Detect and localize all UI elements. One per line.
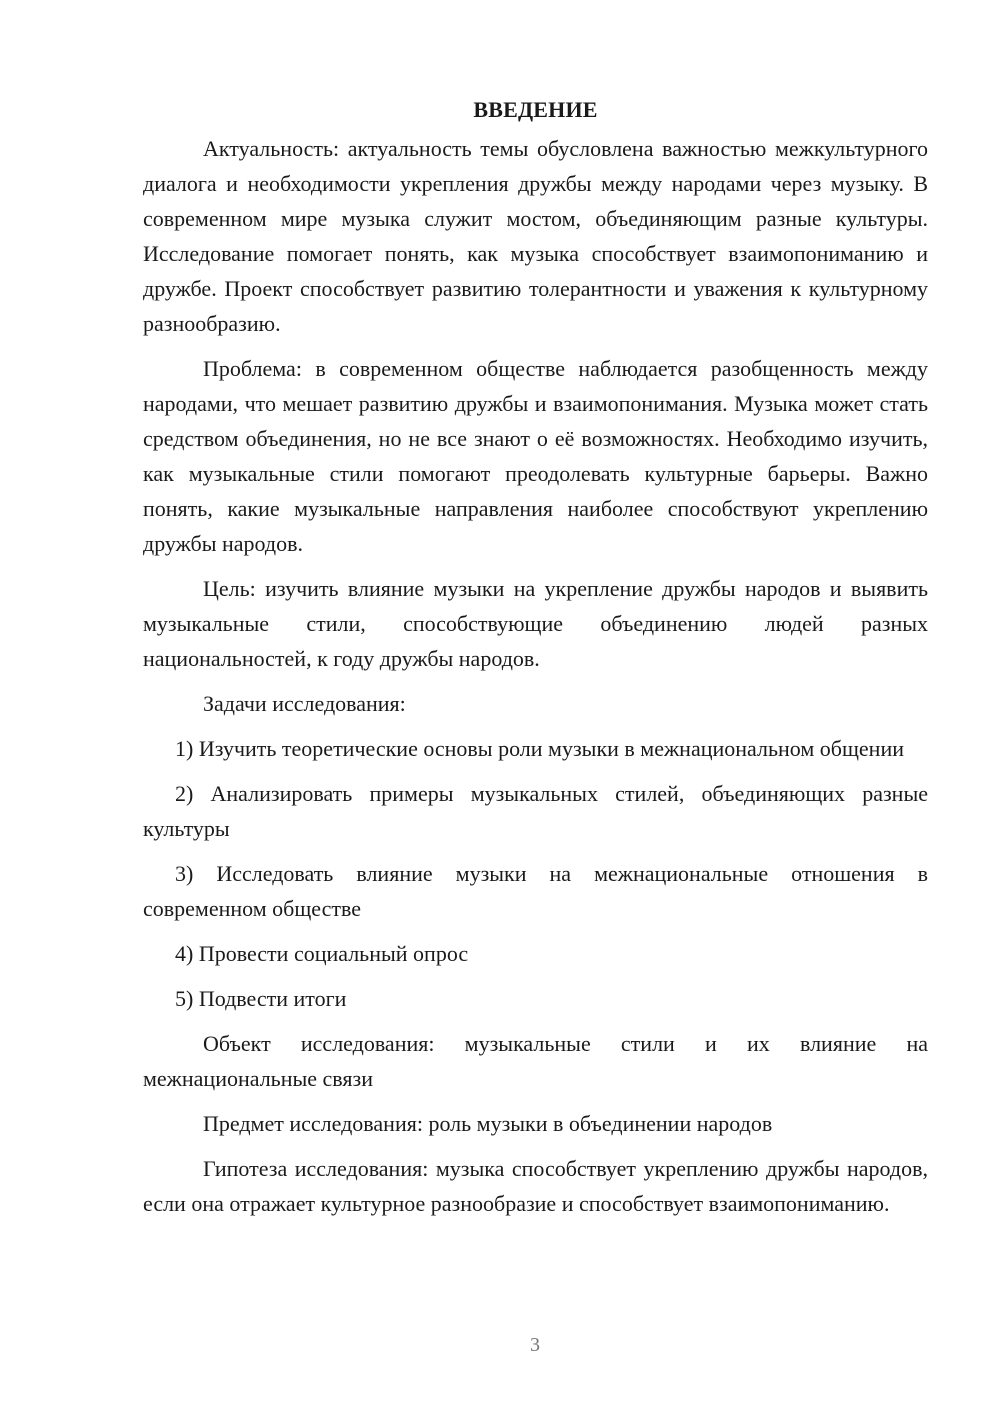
paragraph-subject: Предмет исследования: роль музыки в объединении народов <box>203 1111 773 1136</box>
task-item-4: 4) Провести социальный опрос <box>175 941 469 966</box>
paragraph-relevance: Актуальность: актуальность темы обусловлена важностью межкультурного диалога и необходимости укрепления дружбы между народами через музыку. В современном мире музыка служит мостом, объединяющим разные культуры. Исследование помогает понять, как музыка способствует взаимопониманию и дружбе. Проект способствует развитию толерантности и уважения к культурному разнообразию. <box>143 136 928 336</box>
paragraph-goal: Цель: изучить влияние музыки на укрепление дружбы народов и выявить музыкальные стили, способствующие объединению людей разных национальностей, к году дружбы народов. <box>143 576 928 671</box>
paragraph-object: Объект исследования: музыкальные стили и их влияние на межнациональные связи <box>143 1031 928 1091</box>
paragraph-problem: Проблема: в современном обществе наблюдается разобщенность между народами, что мешает развитию дружбы и взаимопонимания. Музыка может стать средством объединения, но не все знают о её возможностях. Необходимо изучить, как музыкальные стили помогают преодолевать культурные барьеры. Важно понять, какие музыкальные направления наиболее способствуют укреплению дружбы народов. <box>143 356 928 556</box>
task-item-2: 2) Анализировать примеры музыкальных стилей, объединяющих разные культуры <box>143 781 928 841</box>
section-title: ВВЕДЕНИЕ <box>473 97 598 122</box>
task-item-1: 1) Изучить теоретические основы роли музыки в межнациональном общении <box>175 736 904 761</box>
task-item-3: 3) Исследовать влияние музыки на межнациональные отношения в современном обществе <box>143 861 928 921</box>
document-page <box>143 95 928 1231</box>
paragraph-hypothesis: Гипотеза исследования: музыка способствует укреплению дружбы народов, если она отражает культурное разнообразие и способствует взаимопониманию. <box>143 1156 928 1216</box>
task-item-5: 5) Подвести итоги <box>175 986 347 1011</box>
paragraph-tasks-heading: Задачи исследования: <box>203 691 406 716</box>
page-number: 3 <box>530 1334 540 1356</box>
